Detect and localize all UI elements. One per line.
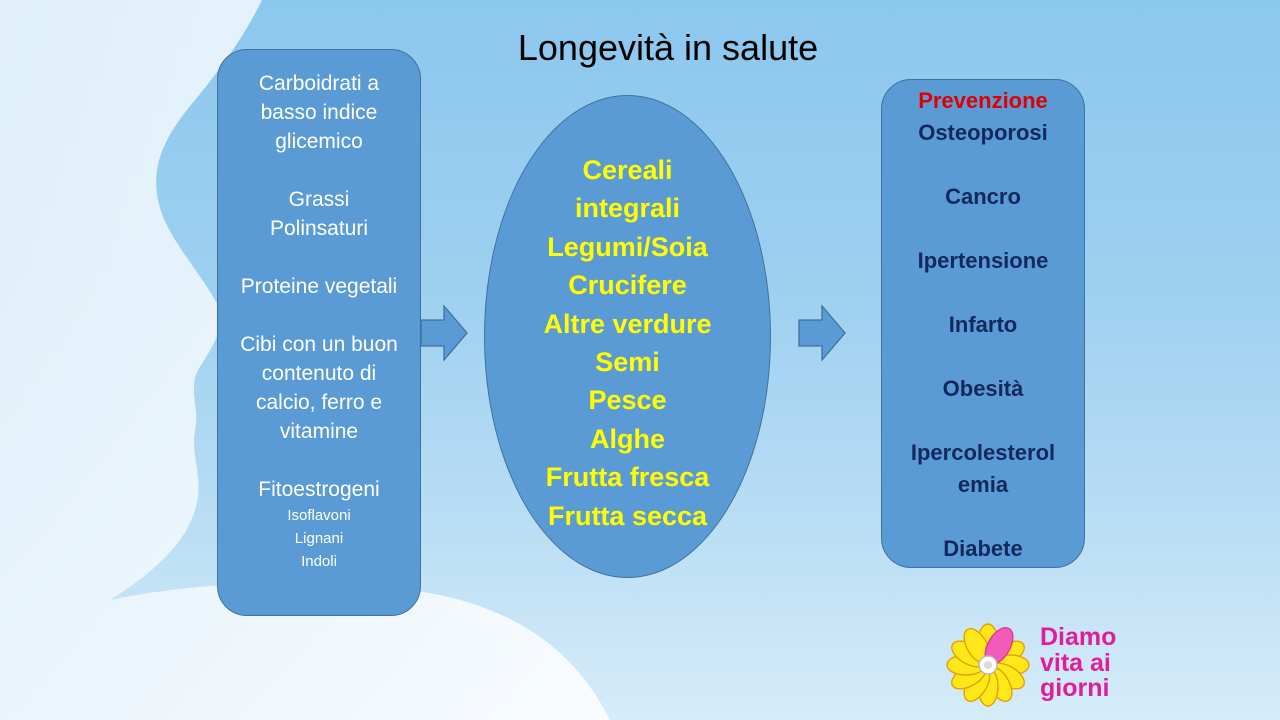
logo-text xyxy=(1040,625,1116,702)
disease-item xyxy=(882,309,1084,341)
food-item: integrali xyxy=(574,193,681,224)
prevention-text xyxy=(882,85,1084,565)
disease-line: Infarto xyxy=(948,312,1018,337)
nutrient-line: contenuto di xyxy=(261,362,377,385)
disease-item xyxy=(882,437,1084,501)
nutrient-line: basso indice xyxy=(260,101,378,124)
nutrient-line: Polinsaturi xyxy=(269,217,369,240)
phytoestrogen-subitem: Indoli xyxy=(301,553,337,570)
arrow-shape xyxy=(421,306,467,360)
food-item: Alghe xyxy=(589,423,665,454)
nutrient-line: Grassi xyxy=(288,188,350,211)
food-item: Pesce xyxy=(588,385,667,416)
food-item: Crucifere xyxy=(568,270,687,301)
disease-line: Cancro xyxy=(945,184,1021,209)
arrow-right-icon xyxy=(420,304,470,364)
disease-line: Ipertensione xyxy=(917,248,1049,273)
phytoestrogen-subitem: Isoflavoni xyxy=(287,507,351,524)
nutrients-box xyxy=(217,49,421,616)
logo-line: giorni xyxy=(1040,674,1110,702)
nutrient-group-fats xyxy=(218,185,420,243)
arrow-right-icon xyxy=(798,304,848,364)
flower-logo-icon xyxy=(944,621,1032,709)
nutrient-line: Fitoestrogeni xyxy=(258,478,380,501)
prevention-list xyxy=(882,117,1084,565)
nutrient-group-phytoestrogens xyxy=(218,475,420,573)
disease-item xyxy=(882,181,1084,213)
disease-line: Obesità xyxy=(942,376,1024,401)
disease-line: Ipercolesterol xyxy=(910,440,1056,465)
prevention-heading: Prevenzione xyxy=(918,88,1048,113)
disease-item xyxy=(882,245,1084,277)
food-item: Frutta secca xyxy=(547,500,708,531)
nutrients-text xyxy=(218,69,420,573)
disease-line: emia xyxy=(957,472,1009,497)
food-item: Frutta fresca xyxy=(545,462,710,493)
nutrient-line: Carboidrati a xyxy=(258,72,380,95)
slide-title: Longevità in salute xyxy=(517,27,819,68)
disease-line: Osteoporosi xyxy=(918,120,1048,145)
nutrient-group-carbohydrates xyxy=(218,69,420,156)
arrow-shape xyxy=(799,306,845,360)
nutrient-group-minerals xyxy=(218,330,420,446)
nutrient-group-proteins xyxy=(218,272,420,301)
food-item: Altre verdure xyxy=(543,308,712,339)
disease-line: Diabete xyxy=(943,536,1023,561)
food-item: Cereali xyxy=(582,155,673,185)
foods-list xyxy=(485,151,770,535)
nutrient-line: Cibi con un buon xyxy=(240,333,398,356)
logo-line: Diamo xyxy=(1040,623,1117,651)
food-item: Legumi/Soia xyxy=(547,231,708,262)
foods-ellipse xyxy=(484,95,771,578)
logo-line: vita ai xyxy=(1040,648,1111,677)
disease-item xyxy=(882,373,1084,405)
prevention-box xyxy=(881,79,1085,568)
food-item: Semi xyxy=(595,347,660,378)
nutrient-line: calcio, ferro e xyxy=(255,391,383,414)
nutrient-line: glicemico xyxy=(275,130,363,153)
flower-center-dot xyxy=(984,661,992,669)
nutrient-line: Proteine vegetali xyxy=(240,275,398,298)
disease-item xyxy=(882,117,1084,149)
nutrient-line: vitamine xyxy=(279,420,359,443)
phytoestrogen-subitem: Lignani xyxy=(294,530,344,547)
disease-item xyxy=(882,533,1084,565)
